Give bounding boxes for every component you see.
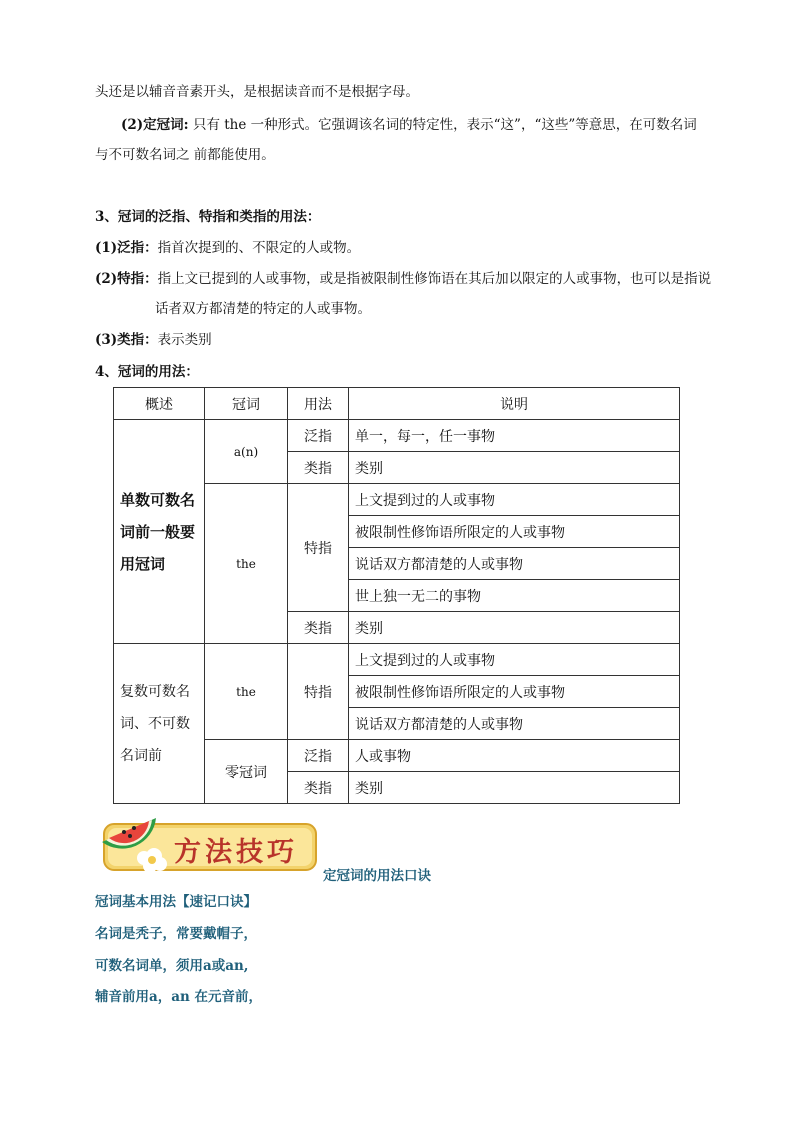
paragraph-2: [121, 115, 697, 135]
item-2-label: (2)特指：: [95, 271, 158, 287]
article-usage-table: [113, 387, 680, 804]
table-header-usage: 用法: [288, 388, 349, 420]
table-header-description: 说明: [349, 388, 680, 420]
item-2-text: 指上文已提到的人或事物，或是指被限制性修饰语在其后加以限定的人或事物，也可以是指说: [157, 271, 712, 287]
overview-singular: 单数可数名词前一般要用冠词: [114, 420, 205, 644]
article-the: the: [205, 484, 288, 644]
article-a: a(n): [205, 420, 288, 484]
section-3-item-2-cont: 话者双方都清楚的特定的人或事物。: [155, 301, 371, 317]
description-cell: 类别: [349, 612, 680, 644]
description-cell: 单一，每一，任一事物: [349, 420, 680, 452]
section-3-item-2: [95, 269, 711, 289]
description-cell: 被限制性修饰语所限定的人或事物: [349, 676, 680, 708]
description-cell: 说话双方都清楚的人或事物: [349, 708, 680, 740]
section-3-heading: 3、冠词的泛指、特指和类指的用法：: [95, 209, 321, 225]
table-header-row: [114, 388, 680, 420]
item-3-text: 表示类别: [157, 332, 212, 348]
table-row: [114, 420, 680, 452]
usage-cell: 类指: [288, 612, 349, 644]
usage-cell: 泛指: [288, 420, 349, 452]
overview-plural: 复数可数名词、不可数名词前: [114, 644, 205, 804]
table-header-overview: 概述: [114, 388, 205, 420]
description-cell: 类别: [349, 452, 680, 484]
usage-cell: 类指: [288, 452, 349, 484]
usage-cell: 特指: [288, 484, 349, 612]
table-row: [114, 644, 680, 676]
definite-article-label: (2)定冠词:: [121, 117, 189, 133]
article-zero: 零冠词: [205, 740, 288, 804]
section-4-heading: 4、冠词的用法：: [95, 364, 199, 380]
mnemonic-line-2: 可数名词单，须用a或an,: [95, 958, 249, 974]
description-cell: 上文提到过的人或事物: [349, 484, 680, 516]
usage-cell: 特指: [288, 644, 349, 740]
usage-cell: 类指: [288, 772, 349, 804]
section-3-item-1: [95, 238, 360, 258]
paragraph-2-cont: 与不可数名词之 前都能使用。: [95, 147, 275, 163]
mnemonic-line-3: 辅音前用a，an 在元音前，: [95, 989, 263, 1005]
usage-cell: 泛指: [288, 740, 349, 772]
description-cell: 被限制性修饰语所限定的人或事物: [349, 516, 680, 548]
item-3-label: (3)类指：: [95, 332, 158, 348]
item-1-label: (1)泛指：: [95, 240, 158, 256]
mnemonic-line-1: 名词是秃子，常要戴帽子，: [95, 926, 257, 942]
description-cell: 人或事物: [349, 740, 680, 772]
banner-caption: 定冠词的用法口诀: [323, 868, 431, 884]
article-the-plural: the: [205, 644, 288, 740]
section-3-item-3: [95, 330, 212, 350]
description-cell: 世上独一无二的事物: [349, 580, 680, 612]
banner-title: 方法技巧: [174, 837, 298, 868]
description-cell: 说话双方都清楚的人或事物: [349, 548, 680, 580]
item-1-text: 指首次提到的、不限定的人或物。: [157, 240, 361, 256]
mnemonic-heading: 冠词基本用法【速记口诀】: [95, 894, 257, 910]
description-cell: 上文提到过的人或事物: [349, 644, 680, 676]
description-cell: 类别: [349, 772, 680, 804]
table-header-article: 冠词: [205, 388, 288, 420]
paragraph-1: 头还是以辅音音素开头，是根据读音而不是根据字母。: [95, 84, 419, 100]
method-tips-banner: [96, 806, 318, 876]
definite-article-text: 只有 the 一种形式。它强调该名词的特定性，表示“这”，“这些”等意思，在可数名词: [192, 117, 697, 133]
